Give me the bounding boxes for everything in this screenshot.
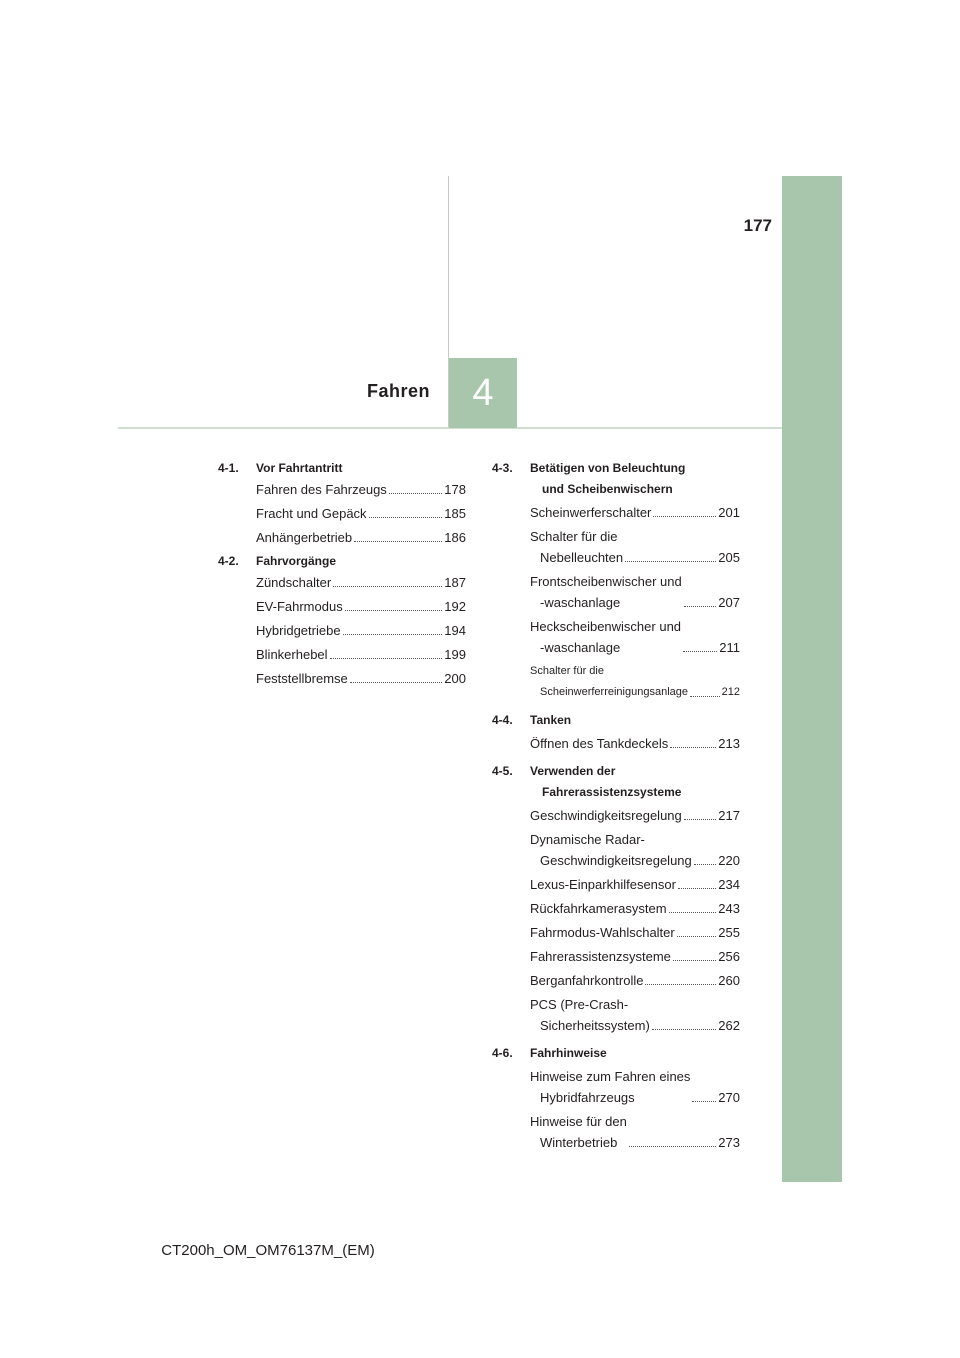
toc-entry-title: [256, 527, 352, 548]
toc-entry-title-line: Hybridgetriebe: [256, 623, 341, 638]
toc-section: [492, 710, 740, 754]
toc-leader-dots: [670, 747, 716, 748]
toc-entry-title-line: Heckscheibenwischer und: [530, 619, 682, 634]
toc-entry-title-line: Fahrerassistenzsysteme: [530, 949, 671, 964]
toc-entry-page: 256: [718, 949, 740, 964]
toc-section-title-line: Fahrhinweise: [530, 1046, 607, 1060]
toc-entry-title-line: Scheinwerferreinigungsanlage: [540, 686, 688, 698]
toc-leader-dots: [684, 606, 717, 607]
toc-entry-title-line: Blinkerhebel: [256, 647, 328, 662]
toc-entry-title-line: Sicherheitssystem): [540, 1018, 650, 1033]
toc-entry-page: 211: [719, 640, 740, 655]
toc-entry-page: 192: [444, 599, 466, 614]
toc-entry-page: 273: [718, 1135, 740, 1150]
toc-entry-title-line: Dynamische Radar-: [530, 832, 645, 847]
toc-entry-title: [530, 922, 675, 943]
toc-section-title-line: Fahrvorgänge: [256, 554, 337, 568]
toc-section-title: [530, 458, 740, 500]
toc-leader-dots: [669, 912, 717, 913]
toc-section-number: 4-3.: [492, 461, 513, 475]
toc-entry[interactable]: [530, 1111, 740, 1153]
toc-entry[interactable]: [530, 526, 740, 568]
toc-leader-dots: [653, 516, 716, 517]
toc-entry-title-line: EV-Fahrmodus: [256, 599, 343, 614]
toc-section-number: 4-2.: [218, 554, 239, 568]
toc-entry-title: [530, 970, 643, 991]
toc-entry-page: 201: [718, 505, 740, 520]
toc-entry[interactable]: [256, 527, 466, 548]
toc-entry-title-line: PCS (Pre-Crash-: [530, 997, 629, 1012]
toc-section-heading[interactable]: [492, 710, 740, 731]
toc-leader-dots: [350, 682, 443, 683]
toc-leader-dots: [354, 541, 442, 542]
toc-leader-dots: [345, 610, 443, 611]
toc-entry-title: [530, 661, 688, 703]
toc-entry-title: [530, 874, 676, 895]
toc-leader-dots: [629, 1146, 716, 1147]
toc-section: [218, 458, 466, 548]
toc-section-title-line: Verwenden der: [530, 764, 616, 778]
toc-leader-dots: [625, 561, 716, 562]
page-number: 177: [743, 216, 772, 235]
toc-section-heading[interactable]: [492, 1043, 740, 1064]
toc-entry-title-line: Feststellbremse: [256, 671, 348, 686]
toc-entry[interactable]: [256, 620, 466, 641]
toc-entry[interactable]: [530, 922, 740, 943]
toc-entry-page: 199: [444, 647, 466, 662]
toc-entry[interactable]: [530, 946, 740, 967]
toc-entry-title-line: Schalter für die: [530, 529, 618, 544]
toc-entry-title-line: Anhängerbetrieb: [256, 530, 353, 545]
toc-entry-page: 212: [721, 686, 740, 698]
document-code: CT200h_OM_OM76137M_(EM): [161, 1242, 375, 1259]
toc-entry-title: [256, 596, 343, 617]
toc-entry-title: [256, 479, 387, 500]
toc-entry-title: [256, 620, 341, 641]
toc-right-column: [492, 458, 740, 1156]
toc-entry[interactable]: [256, 644, 466, 665]
toc-leader-dots: [652, 1029, 716, 1030]
toc-entry-page: 185: [444, 506, 466, 521]
toc-entry-title-line: Lexus-Einparkhilfesensor: [530, 877, 676, 892]
chapter-side-tab: [782, 176, 842, 1182]
toc-entry-title-line: Rückfahrkamerasystem: [530, 901, 667, 916]
toc-entry-title: [530, 946, 671, 967]
toc-entry-title-line: -waschanlage: [540, 640, 621, 655]
toc-section-heading[interactable]: [218, 551, 466, 572]
toc-section-title-line: und Scheibenwischern: [542, 482, 673, 496]
toc-entry-title: [530, 805, 682, 826]
toc-entry-title-line: Fahrmodus-Wahlschalter: [530, 925, 675, 940]
toc-section: [492, 761, 740, 1036]
toc-leader-dots: [369, 517, 443, 518]
toc-section-number: 4-6.: [492, 1046, 513, 1060]
toc-entry-page: 178: [444, 482, 466, 497]
toc-entry-title-line: Nebelleuchten: [540, 550, 624, 565]
toc-entry[interactable]: [530, 829, 740, 871]
toc-entry[interactable]: [256, 668, 466, 689]
toc-entry-page: 207: [718, 595, 740, 610]
toc-entry-title: [530, 616, 681, 658]
toc-entry-page: 260: [718, 973, 740, 988]
toc-section: [492, 458, 740, 703]
toc-leader-dots: [645, 984, 716, 985]
toc-section-title: [256, 551, 466, 572]
toc-entry-title-line: -waschanlage: [540, 595, 621, 610]
toc-entry[interactable]: [256, 572, 466, 593]
toc-entry[interactable]: [256, 596, 466, 617]
toc-leader-dots: [673, 960, 716, 961]
toc-leader-dots: [389, 493, 443, 494]
toc-entry[interactable]: [530, 1066, 740, 1108]
toc-entry-page: 220: [718, 853, 740, 868]
toc-entry-page: 186: [444, 530, 466, 545]
toc-section-title: [530, 1043, 740, 1064]
toc-entry-title: [530, 1066, 690, 1108]
toc-entry-title-line: Schalter für die: [530, 665, 604, 677]
toc-entry[interactable]: [530, 571, 740, 613]
toc-section-number: 4-4.: [492, 713, 513, 727]
toc-leader-dots: [677, 936, 717, 937]
toc-section-heading[interactable]: [492, 761, 740, 803]
toc-entry-title-line: Hybridfahrzeugs: [540, 1090, 635, 1105]
toc-section-title: [256, 458, 466, 479]
toc-entry-page: 200: [444, 671, 466, 686]
toc-entry[interactable]: [530, 874, 740, 895]
toc-leader-dots: [343, 634, 443, 635]
chapter-number-box: [449, 358, 517, 428]
toc-entry-title: [256, 572, 331, 593]
toc-entry[interactable]: [256, 503, 466, 524]
toc-leader-dots: [333, 586, 442, 587]
toc-left-column: [218, 458, 466, 692]
toc-entry-title-line: Hinweise zum Fahren eines: [530, 1069, 691, 1084]
toc-entry-page: 205: [718, 550, 740, 565]
toc-entry-page: 187: [444, 575, 466, 590]
toc-entry-title: [256, 668, 348, 689]
toc-entry-title-line: Geschwindigkeitsregelung: [540, 853, 692, 868]
toc-entry-title: [530, 898, 667, 919]
toc-entry-page: 234: [718, 877, 740, 892]
chapter-title: Fahren: [366, 381, 430, 401]
toc-section-title: [530, 761, 740, 803]
toc-entry-title: [530, 502, 651, 523]
toc-leader-dots: [692, 1101, 716, 1102]
toc-entry-page: 255: [718, 925, 740, 940]
toc-entry[interactable]: [530, 805, 740, 826]
toc-entry[interactable]: [530, 616, 740, 658]
toc-entry[interactable]: [530, 661, 740, 703]
toc-section-title-line: Vor Fahrtantritt: [256, 461, 343, 475]
toc-entry-title-line: Scheinwerferschalter: [530, 505, 652, 520]
toc-section-number: 4-5.: [492, 764, 513, 778]
toc-entry-title: [530, 733, 668, 754]
toc-entry-title-line: Fahren des Fahrzeugs: [256, 482, 387, 497]
toc-section-heading[interactable]: [492, 458, 740, 500]
toc-section-title-line: Tanken: [530, 713, 572, 727]
toc-section-number: 4-1.: [218, 461, 239, 475]
toc-entry-title: [530, 994, 650, 1036]
toc-entry[interactable]: [530, 994, 740, 1036]
toc-section-heading[interactable]: [218, 458, 466, 479]
toc-entry-page: 194: [444, 623, 466, 638]
toc-entry[interactable]: [530, 502, 740, 523]
toc-leader-dots: [683, 651, 717, 652]
toc-entry-title: [530, 571, 682, 613]
toc-entry-title-line: Hinweise für den: [530, 1114, 627, 1129]
toc-section-title: [530, 710, 740, 731]
toc-entry[interactable]: [256, 479, 466, 500]
toc-entry-title: [530, 829, 692, 871]
toc-section-title-line: Fahrerassistenzsysteme: [542, 785, 682, 799]
toc-entry-title-line: Berganfahrkontrolle: [530, 973, 644, 988]
toc-entry-title-line: Frontscheibenwischer und: [530, 574, 682, 589]
toc-entry[interactable]: [530, 733, 740, 754]
toc-entry[interactable]: [530, 970, 740, 991]
toc-entry-page: 243: [718, 901, 740, 916]
toc-entry-title-line: Zündschalter: [256, 575, 332, 590]
toc-entry-title-line: Öffnen des Tankdeckels: [530, 736, 669, 751]
toc-leader-dots: [330, 658, 443, 659]
toc-leader-dots: [694, 864, 717, 865]
toc-entry-title: [256, 503, 367, 524]
toc-section-title-line: Betätigen von Beleuchtung: [530, 461, 686, 475]
toc-entry-page: 262: [718, 1018, 740, 1033]
toc-entry-title: [530, 1111, 627, 1153]
toc-leader-dots: [690, 696, 720, 697]
toc-leader-dots: [684, 819, 717, 820]
toc-entry[interactable]: [530, 898, 740, 919]
toc-entry-page: 270: [718, 1090, 740, 1105]
toc-entry-page: 213: [718, 736, 740, 751]
toc-entry-title-line: Geschwindigkeitsregelung: [530, 808, 682, 823]
toc-entry-page: 217: [718, 808, 740, 823]
toc-section: [218, 551, 466, 689]
toc-entry-title-line: Winterbetrieb: [540, 1135, 618, 1150]
chapter-number: 4: [472, 371, 494, 414]
toc-entry-title: [530, 526, 623, 568]
toc-section: [492, 1043, 740, 1153]
toc-entry-title-line: Fracht und Gepäck: [256, 506, 367, 521]
toc-entry-title: [256, 644, 328, 665]
toc-leader-dots: [678, 888, 716, 889]
